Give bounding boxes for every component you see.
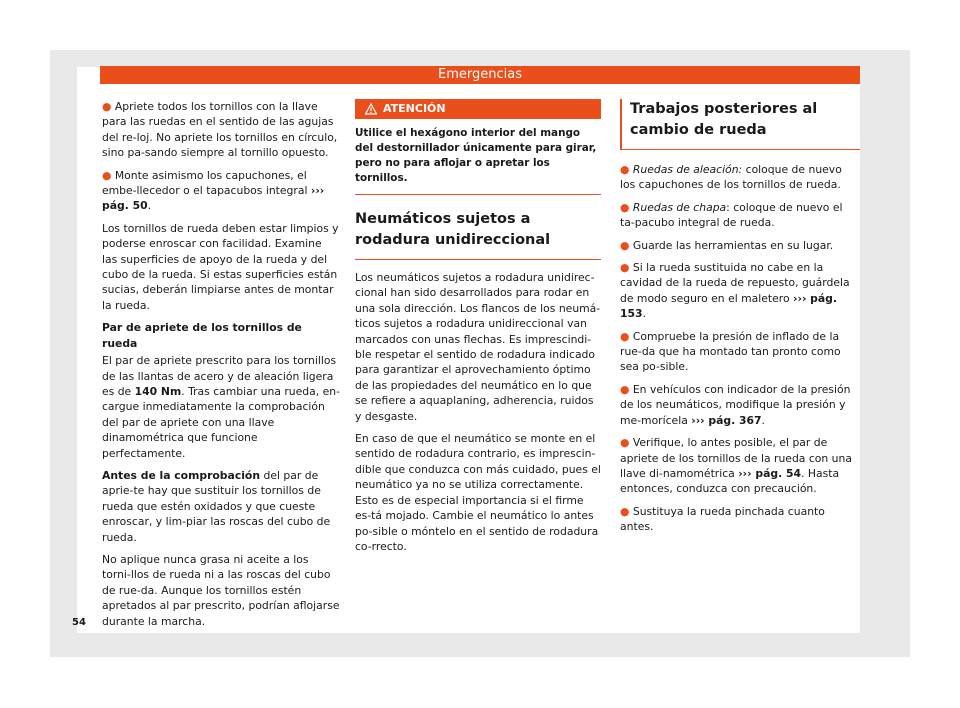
warning-label: ATENCIÓN (383, 102, 446, 115)
subheading: Par de apriete de los tornillos de rueda (102, 321, 302, 350)
page-reference-link[interactable]: ››› pág. 367 (691, 413, 762, 427)
page-number: 54 (72, 617, 86, 628)
bullet-icon: ● (620, 163, 630, 176)
bullet-item: ● Monte asimismo los capuchones, el embe-llecedor o el tapacubos integral ››› pág. 50. (102, 168, 325, 213)
page-reference-link[interactable]: ››› pág. 50 (102, 184, 325, 213)
torque-value: 140 Nm (134, 384, 182, 398)
column-left (102, 99, 340, 636)
page-reference-link[interactable]: ››› pág. 153 (620, 291, 837, 321)
bullet-icon: ● (102, 100, 112, 113)
warning-box (355, 99, 601, 195)
column-right (620, 99, 860, 542)
paragraph: El par de apriete prescrito para los tornillos de las llantas de acero y de aleación ligera es de 140 Nm. Tras cambiar una rueda, en-cargue inmediatamente la comprobación del par de apriete con una llave dinamométrica que funcione perfectamente. (102, 354, 341, 460)
bullet-icon: ● (620, 382, 630, 396)
bullet-icon: ● (620, 436, 630, 450)
paragraph: Los tornillos de rueda deben estar limpios y poderse enroscar con facilidad. Examine las superficies de apoyo de la rueda y del cubo de la rueda. Si estas superficies están sucias, deberán limpiarse antes de montar la rueda. (102, 221, 339, 312)
bullet-icon: ● (620, 200, 630, 214)
bullet-icon: ● (102, 168, 112, 182)
bullet-icon: ● (620, 261, 630, 275)
paragraph: No aplique nunca grasa ni aceite a los torni-llos de rueda ni a las roscas del cubo de rue-da. Aunque los tornillos estén apretados al par prescrito, podrían aflojarse durante la marcha. (102, 552, 340, 628)
column-middle (355, 99, 601, 561)
bullet-icon: ● (620, 329, 630, 343)
bullet-item: ● Verifique, lo antes posible, el par de apriete de los tornillos de la rueda con una llave di-namométrica ››› pág. 54. Hasta entonces, conduzca con precaución. (620, 436, 852, 496)
bullet-icon: ● (620, 238, 630, 252)
bullet-item: ● Compruebe la presión de inflado de la rue-da que ha montado tan pronto como sea po-sible. (620, 329, 841, 374)
warning-text: Utilice el hexágono interior del mango del destornillador únicamente para girar, pero no para aflojar o apretar los tornillos. (355, 127, 597, 184)
bullet-item: ● En vehículos con indicador de la presión de los neumáticos, modifique la presión y me-morícela ››› pág. 367. (620, 382, 851, 427)
bullet-item: ● Si la rueda sustituida no cabe en la cavidad de la rueda de repuesto, guárdela de modo seguro en el maletero ››› pág. 153. (620, 261, 850, 321)
paragraph: Antes de la comprobación del par de aprie-te hay que sustituir los tornillos de rueda que estén oxidados y que cueste enroscar, y lim-piar las roscas del cubo de rueda. (102, 468, 331, 544)
paragraph: En caso de que el neumático se monte en el sentido de rodadura contrario, es imprescin-dible que conduzca con más cuidado, pues el neumático ya no se utiliza correctamente. Esto es de especial importancia si el firme es-tá mojado. Cambie el neumático lo antes po-sible o móntelo en el sentido de rodadura co-rrecto. (355, 432, 601, 553)
page-reference-link[interactable]: ››› pág. 54 (738, 466, 801, 480)
bullet-item: ● Guarde las herramientas en su lugar. (620, 238, 834, 252)
bullet-item: ● Apriete todos los tornillos con la llave para las ruedas en el sentido de las agujas del re-loj. No apriete los tornillos en círculo, sino pa-sando siempre al tornillo opuesto. (102, 100, 338, 160)
section-heading: Neumáticos sujetos a rodadura unidireccional (355, 209, 601, 260)
bullet-item: ● Ruedas de aleación: coloque de nuevo los capuchones de los tornillos de rueda. (620, 163, 842, 192)
bullet-item: ● Sustituya la rueda pinchada cuanto antes. (620, 504, 825, 534)
warning-triangle-icon (365, 103, 377, 115)
section-heading: Trabajos posteriores al cambio de rueda (620, 99, 860, 150)
warning-header (355, 99, 601, 119)
bullet-icon: ● (620, 504, 630, 518)
paragraph: Los neumáticos sujetos a rodadura unidirec-cional han sido desarrollados para rodar en una sola dirección. Los flancos de los neumá-ticos sujetos a rodadura unidireccional van marcados con unas flechas. Es imprescindi-ble respetar el sentido de rodadura indicado para garantizar el aprovechamiento óptimo de las propiedades del neumático en lo que se refiere a aquaplaning, adherencia, ruidos y desgaste. (355, 271, 601, 423)
section-header: Emergencias (100, 66, 860, 84)
bullet-item: ● Ruedas de chapa: coloque de nuevo el ta-pacubo integral de rueda. (620, 200, 843, 230)
